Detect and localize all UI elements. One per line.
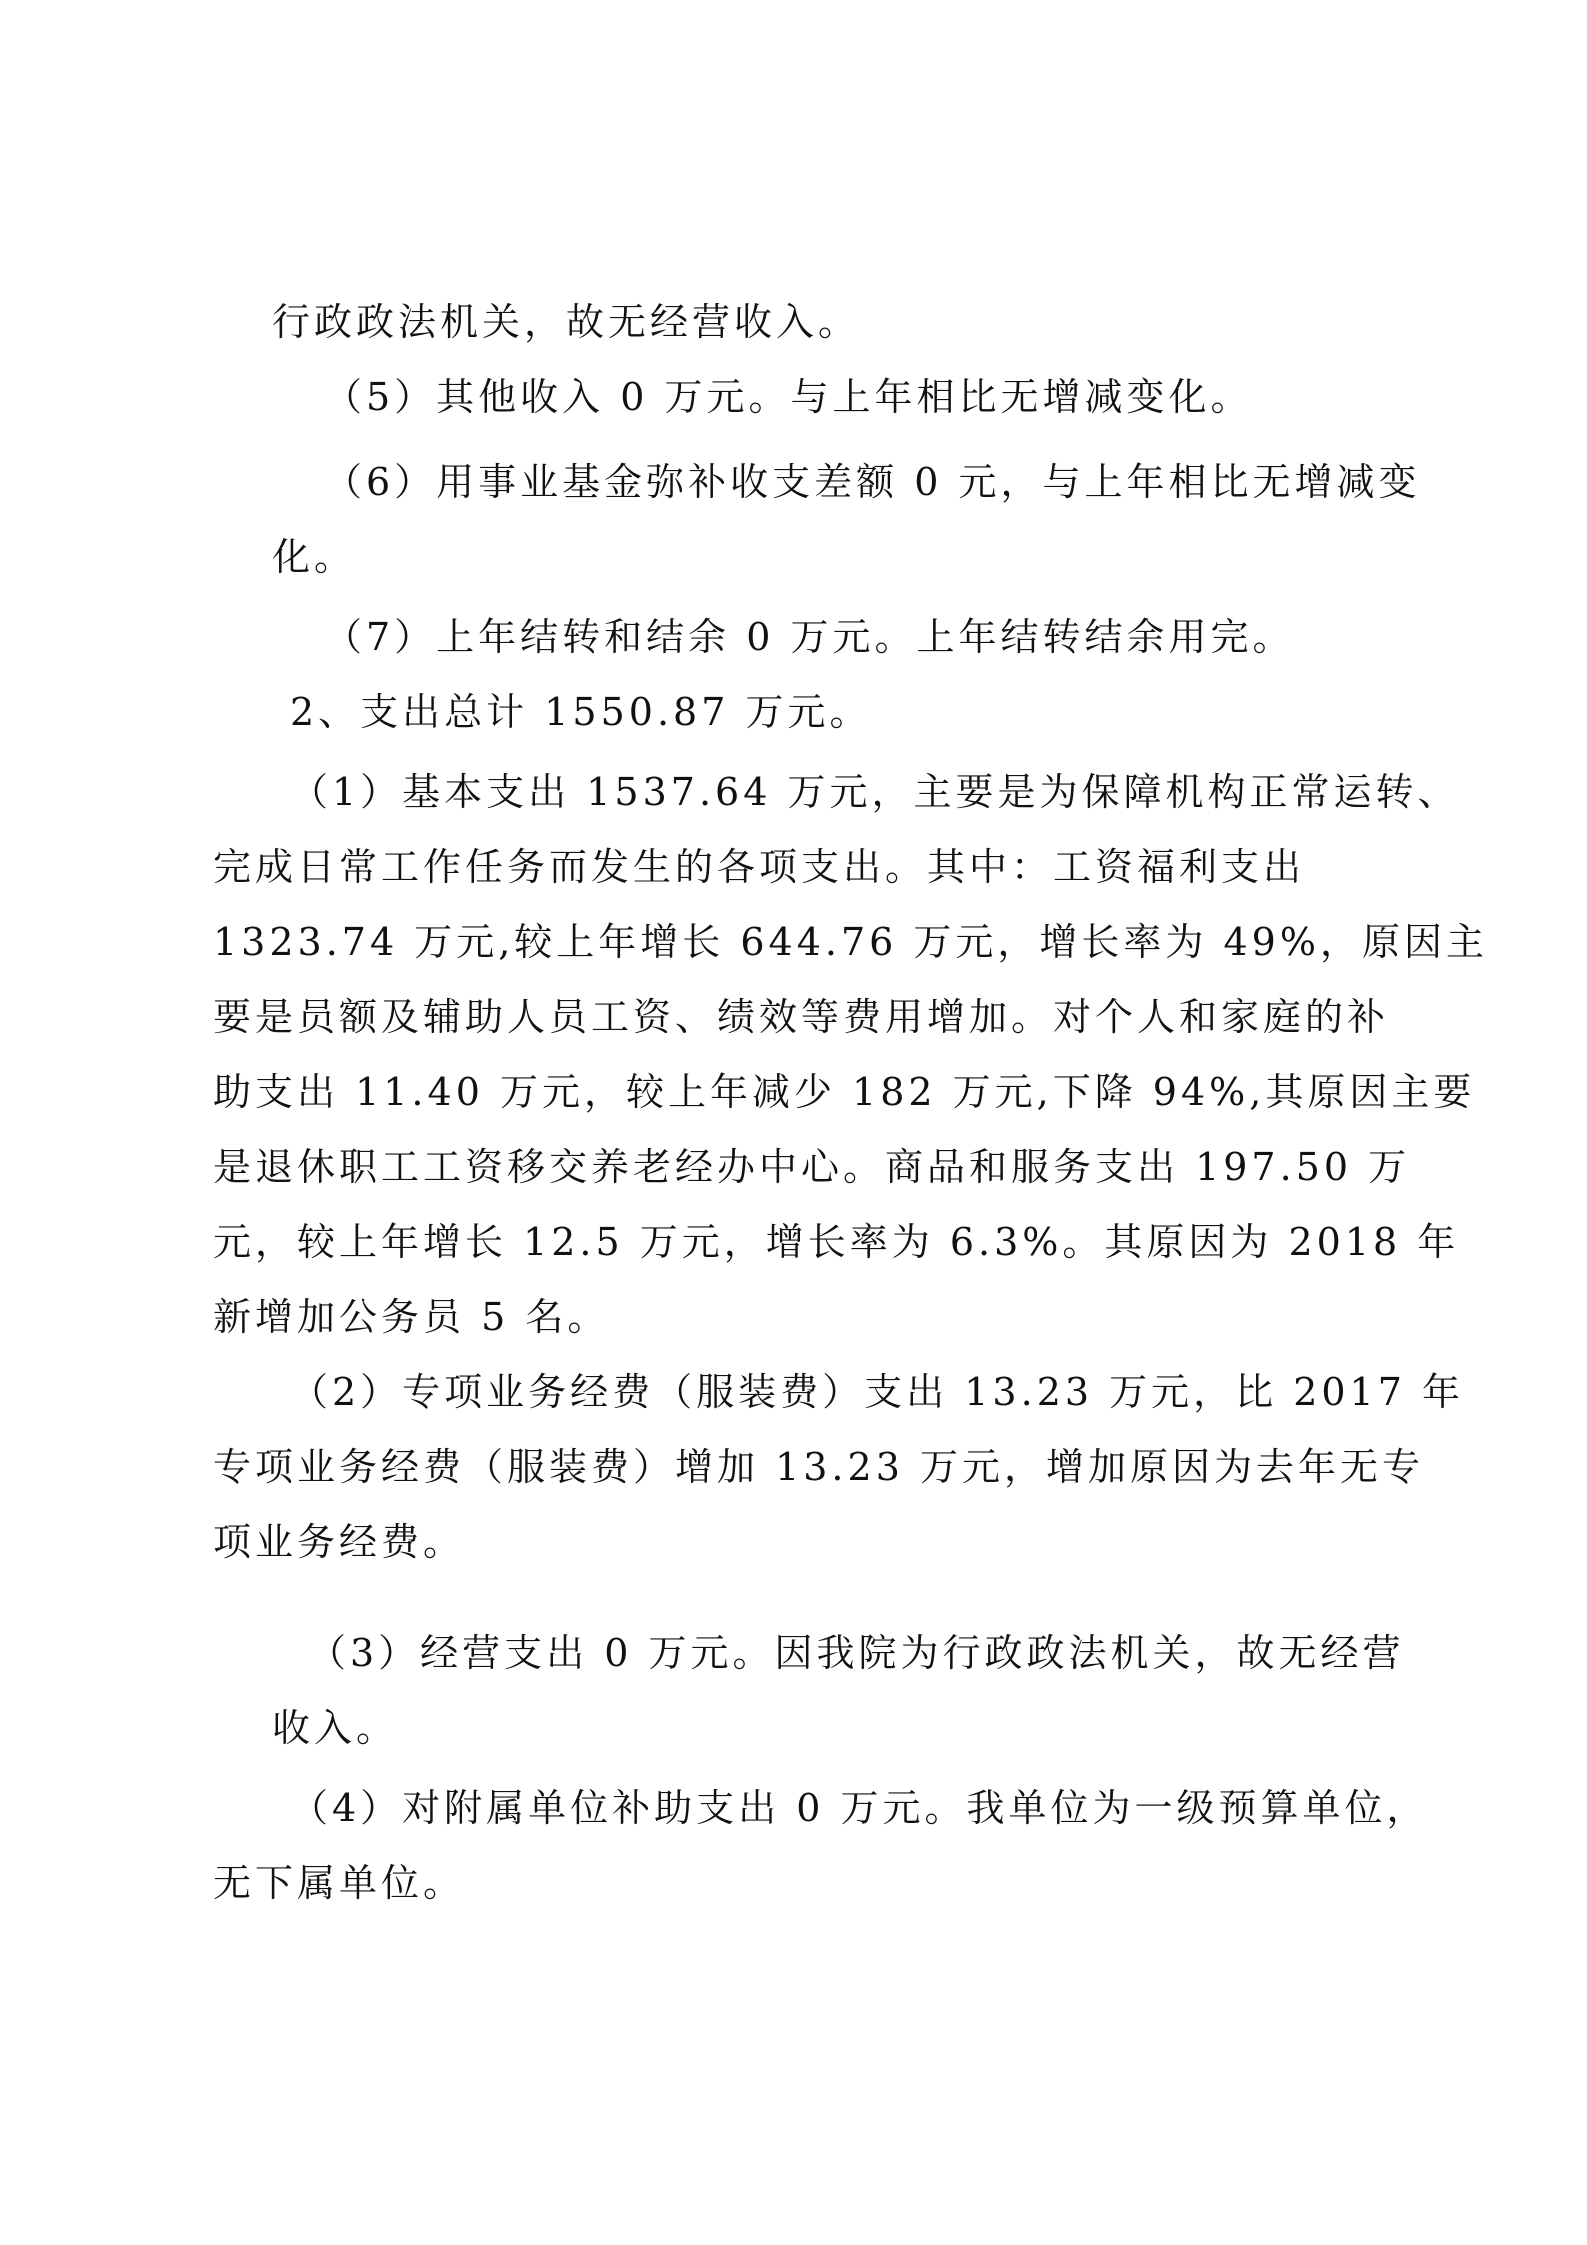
text-line-5: （7）上年结转和结余 0 万元。上年结转结余用完。 xyxy=(324,615,1295,659)
section-heading-expenditure: 2、支出总计 1550.87 万元。 xyxy=(290,690,872,734)
text-line-9: 1323.74 万元,较上年增长 644.76 万元，增长率为 49%，原因主 xyxy=(213,920,1488,964)
text-line-16: 专项业务经费（服装费）增加 13.23 万元，增加原因为去年无专 xyxy=(213,1445,1424,1489)
text-line-12: 是退休职工工资移交养老经办中心。商品和服务支出 197.50 万 xyxy=(213,1145,1411,1189)
text-line-17: 项业务经费。 xyxy=(213,1520,466,1564)
text-line-14: 新增加公务员 5 名。 xyxy=(213,1295,610,1339)
text-line-10: 要是员额及辅助人员工资、绩效等费用增加。对个人和家庭的补 xyxy=(213,995,1390,1039)
text-line-21: 无下属单位。 xyxy=(213,1861,466,1905)
text-line-20: （4）对附属单位补助支出 0 万元。我单位为一级预算单位， xyxy=(290,1786,1429,1830)
text-line-1: 行政政法机关，故无经营收入。 xyxy=(272,300,861,344)
text-line-4: 化。 xyxy=(272,535,357,579)
text-line-3: （6）用事业基金弥补收支差额 0 元，与上年相比无增减变 xyxy=(324,460,1421,504)
text-line-13: 元，较上年增长 12.5 万元，增长率为 6.3%。其原因为 2018 年 xyxy=(213,1220,1460,1264)
text-line-2: （5）其他收入 0 万元。与上年相比无增减变化。 xyxy=(324,375,1253,419)
text-line-18: （3）经营支出 0 万元。因我院为行政政法机关，故无经营 xyxy=(308,1631,1405,1675)
text-line-19: 收入。 xyxy=(272,1706,399,1750)
text-line-15: （2）专项业务经费（服装费）支出 13.23 万元，比 2017 年 xyxy=(290,1370,1464,1414)
text-line-8: 完成日常工作任务而发生的各项支出。其中：工资福利支出 xyxy=(213,845,1306,889)
text-line-7: （1）基本支出 1537.64 万元，主要是为保障机构正常运转、 xyxy=(290,770,1460,814)
text-line-11: 助支出 11.40 万元，较上年减少 182 万元,下降 94%,其原因主要 xyxy=(213,1070,1476,1114)
